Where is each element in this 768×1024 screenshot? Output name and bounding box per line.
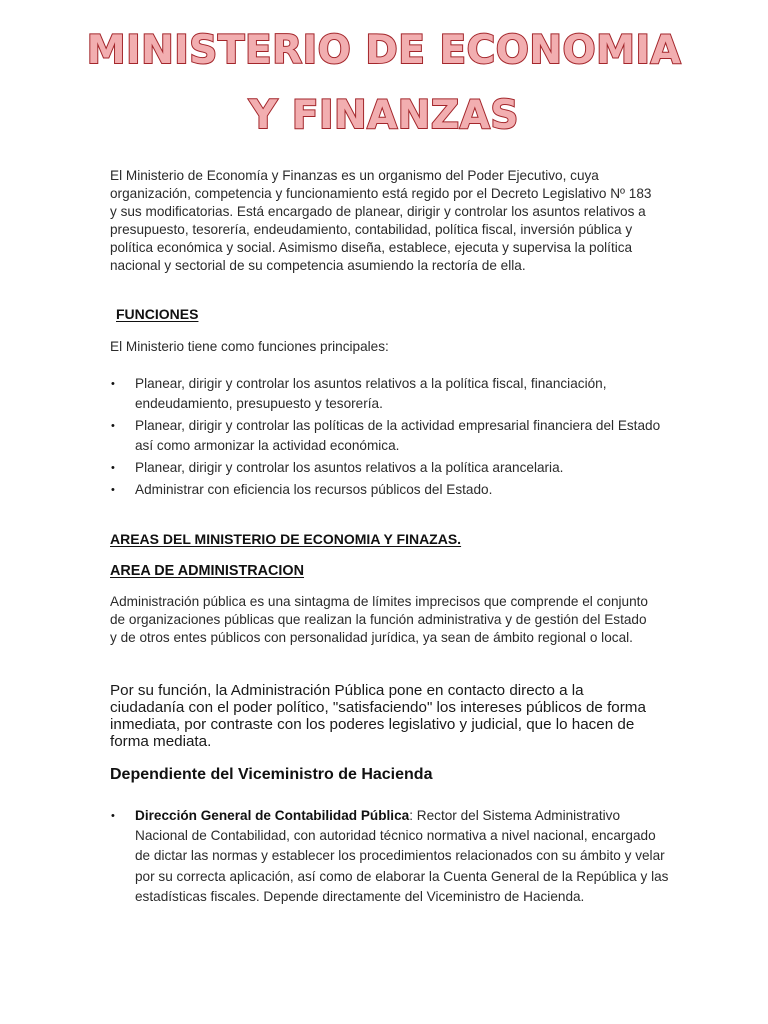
list-item <box>110 806 670 907</box>
admin-area-heading: AREA DE ADMINISTRACION <box>110 563 305 579</box>
bullet-icon: • <box>111 378 115 390</box>
areas-heading: AREAS DEL MINISTERIO DE ECONOMIA Y FINAZAS. <box>110 531 462 547</box>
list-item-text: : Rector del Sistema Administrativo Nacional de Contabilidad, con autoridad técnico normativa a nivel nacional, encargado de dictar las normas y establecer los procedimientos relacionados con su ámbito y velar por su correcta aplicación, así como de elaborar la Cuenta General de la República y las estadísticas fiscales. Depende directamente del Viceministro de Hacienda. <box>135 808 669 904</box>
funciones-heading: FUNCIONES <box>116 306 199 322</box>
intro-paragraph: El Ministerio de Economía y Finanzas es un organismo del Poder Ejecutivo, cuya organización, competencia y funcionamiento está regido por el Decreto Legislativo Nº 183 y sus modificatorias. Está encargado de planear, dirigir y controlar los asuntos relativos a presupuesto, tesorería, endeudamiento, contabilidad, política fiscal, inversión pública y política económica y social. Asimismo diseña, establece, ejecuta y supervisa la política nacional y sectorial de su competencia asumiendo la rectoría de ella. <box>110 168 652 273</box>
list-item-text: Planear, dirigir y controlar las políticas de la actividad empresarial financiera del Estado así como armonizar la actividad económica. <box>135 418 661 453</box>
admin-area-paragraph: Administración pública es una sintagma de límites imprecisos que comprende el conjunto de organizaciones públicas que realizan la función administrativa y de gestión del Estado y de otros entes públicos con personalidad jurídica, ya sean de ámbito regional o local. <box>110 594 648 645</box>
list-item <box>110 416 670 456</box>
bullet-icon: • <box>111 810 115 822</box>
funciones-intro: El Ministerio tiene como funciones principales: <box>110 339 389 354</box>
funciones-list <box>110 374 670 502</box>
bullet-icon: • <box>111 462 115 474</box>
list-item <box>110 374 670 414</box>
document-title-line-2: Y FINANZAS <box>249 93 519 138</box>
dependiente-list <box>110 806 670 907</box>
dependiente-heading: Dependiente del Viceministro de Hacienda <box>110 766 433 783</box>
bullet-icon: • <box>111 420 115 432</box>
list-item <box>110 480 670 500</box>
list-item-text: Planear, dirigir y controlar los asuntos relativos a la política fiscal, financiación, endeudamiento, presupuesto y tesorería. <box>135 376 607 411</box>
list-item-text: Planear, dirigir y controlar los asuntos relativos a la política arancelaria. <box>135 460 564 475</box>
document-title-line-1: MINISTERIO DE ECONOMIA <box>86 28 682 73</box>
list-item-title: Dirección General de Contabilidad Pública <box>135 808 410 823</box>
list-item <box>110 458 670 478</box>
list-item-text: Administrar con eficiencia los recursos públicos del Estado. <box>135 482 493 497</box>
funcion-paragraph: Por su función, la Administración Pública pone en contacto directo a la ciudadanía con el poder político, "satisfaciendo" los intereses públicos de forma inmediata, por contraste con los poderes legislativo y judicial, que lo hacen de forma mediata. <box>110 682 646 750</box>
bullet-icon: • <box>111 484 115 496</box>
